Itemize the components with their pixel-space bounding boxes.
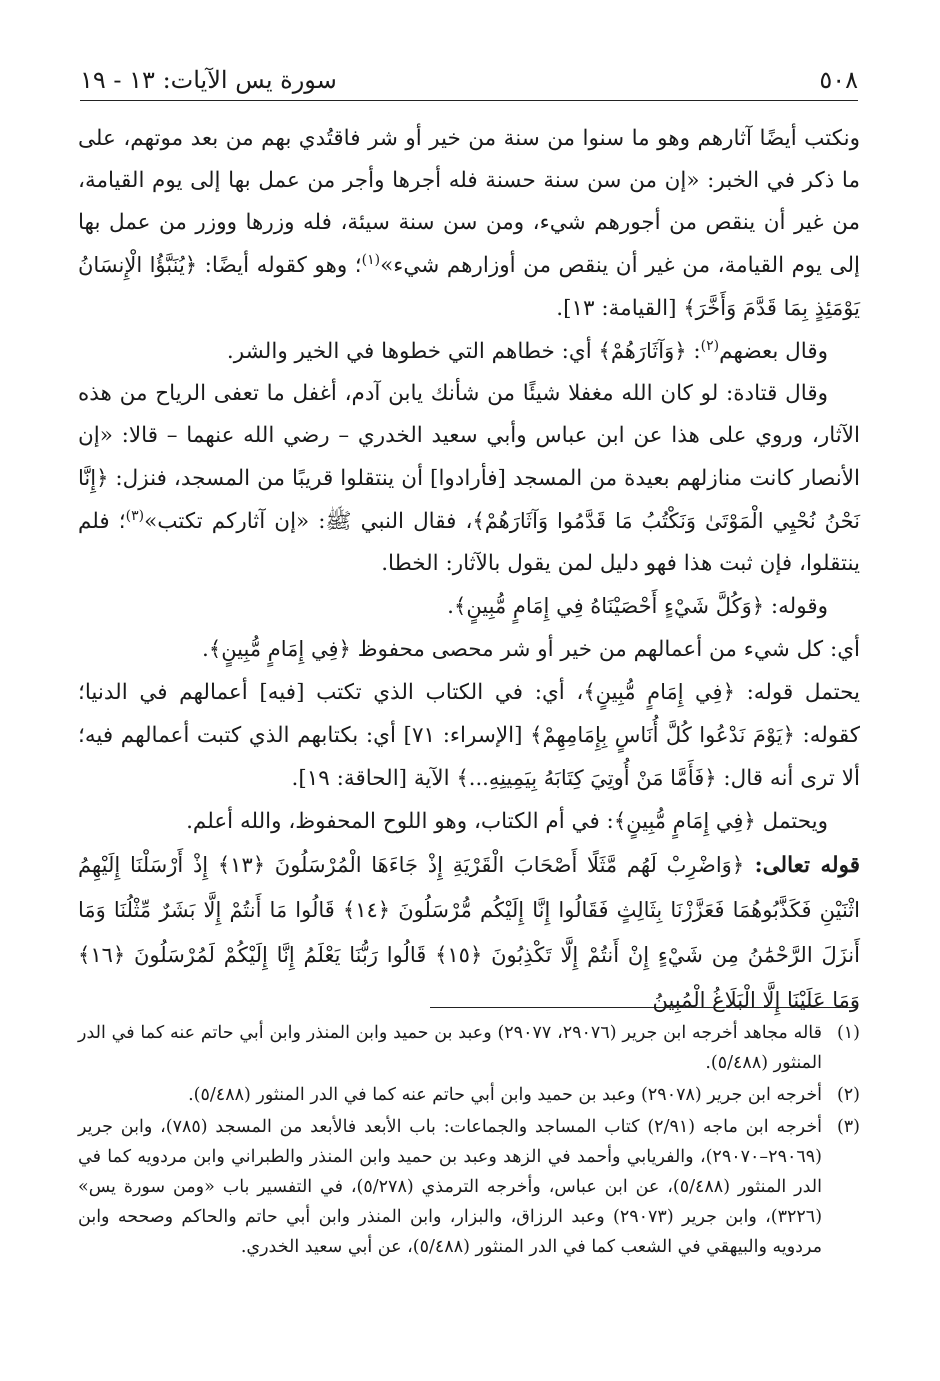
text-run: أي: كل شيء من أعمالهم من خير أو شر محصى محفوظ bbox=[350, 637, 860, 662]
quran-quote: ﴿فِي إِمَامٍ مُّبِينٍ﴾ bbox=[613, 809, 756, 833]
verse-block bbox=[78, 843, 860, 1023]
text-run: يحتمل قوله: bbox=[734, 680, 860, 705]
quran-verses: ﴿وَاضْرِبْ لَهُم مَّثَلًا أَصْحَابَ الْقَرْيَةِ إِذْ جَاءَهَا الْمُرْسَلُونَ ﴿١٣﴾ إِذْ أَرْسَلْنَا إِلَيْهِمُ اثْنَيْنِ فَكَذَّبُوهُمَا فَعَزَّزْنَا بِثَالِثٍ فَقَالُوا إِنَّا إِلَيْكُم مُّرْسَلُونَ ﴿١٤﴾ قَالُوا مَا أَنتُمْ إِلَّا بَشَرٌ مِّثْلُنَا وَمَا أَنزَلَ الرَّحْمَٰنُ مِن شَيْءٍ إِنْ أَنتُمْ إِلَّا تَكْذِبُونَ ﴿١٥﴾ قَالُوا رَبُّنَا يَعْلَمُ إِنَّا إِلَيْكُمْ لَمُرْسَلُونَ ﴿١٦﴾ وَمَا عَلَيْنَا إِلَّا الْبَلَاغُ الْمُبِينُ bbox=[78, 853, 860, 1012]
footnote-2 bbox=[78, 1080, 860, 1110]
footnote-3 bbox=[78, 1112, 860, 1262]
verse-label: قوله تعالى: bbox=[744, 853, 860, 878]
text-run: وقال قتادة: لو كان الله مغفلا شيئًا من شأنك يابن آدم، أغفل ما تعفى الرياح من هذه الآثار، وروي على هذا عن ابن عباس وأبي سعيد الخدري – رضي الله عنهما – قالا: «إن الأنصار كانت منازلهم بعيدة من المسجد [فأرادوا] أن ينتقلوا قريبًا من المسجد، فنزل: bbox=[78, 381, 860, 491]
text-run: ونكتب أيضًا آثارهم وهو ما سنوا من سنة من خير أو شر فاقتُدي بهم من بعد موتهم، على ما ذكر في الخبر: «إن من سن سنة حسنة فله أجرها وأجر من عمل بها إلى يوم القيامة، من غير أن ينقص من أجورهم شيء، ومن سن سنة سيئة، فله وزرها ووزر من عمل بها إلى يوم القيامة، من غير أن ينقص من أوزارهم شيء» bbox=[78, 126, 860, 278]
text-run: . bbox=[202, 637, 209, 662]
footnote-text: أخرجه ابن ماجه (٢/٩١) كتاب المساجد والجماعات: باب الأبعد فالأبعد من المسجد (٧٨٥)، وابن جرير (٢٩٠٦٩–٢٩٠٧٠)، والفريابي وأحمد في الزهد وعبد بن حميد وابن المنذر والطبراني وابن مردويه كما في الدر المنثور (٥/٤٨٨)، عن ابن عباس، وأخرجه الترمذي (٥/٢٧٨)، في التفسير باب «ومن سورة يس» (٣٢٢٦)، وابن جرير (٢٩٠٧٣) وعبد الرزاق، والبزار، وابن المنذر وابن أبي حاتم والحاكم وصححه وابن مردويه والبيهقي في الشعب كما في الدر المنثور (٥/٤٨٨)، عن أبي سعيد الخدري. bbox=[78, 1117, 823, 1257]
quran-quote: ﴿وَآثَارَهُمْ﴾ bbox=[598, 339, 687, 363]
text-run: ؛ وهو كقوله أيضًا: bbox=[197, 253, 362, 278]
paragraph-6 bbox=[78, 671, 860, 800]
footnote-divider bbox=[430, 1007, 858, 1008]
paragraph-7 bbox=[78, 800, 860, 843]
running-title: سورة يس الآيات: ١٣ - ١٩ bbox=[80, 66, 337, 94]
footnote-number: (١) bbox=[836, 1023, 860, 1043]
page-number: ٥٠٨ bbox=[819, 66, 858, 94]
text-run: أي: خطاهم التي خطوها في الخير والشر. bbox=[226, 339, 599, 364]
text-run: وقال بعضهم bbox=[719, 339, 828, 364]
text-run: الآية [الحاقة: ١٩]. bbox=[291, 766, 457, 791]
footnote-number: (٢) bbox=[836, 1085, 860, 1105]
quran-quote: ﴿يُنَبَّؤُا الْإِنسَانُ يَوْمَئِذٍ بِمَا قَدَّمَ وَأَخَّرَ﴾ bbox=[78, 253, 860, 320]
footnote-text: أخرجه ابن جرير (٢٩٠٧٨) وعبد بن حميد وابن أبي حاتم عنه كما في الدر المنثور (٥/٤٨٨). bbox=[188, 1085, 822, 1105]
quran-quote: ﴿فِي إِمَامٍ مُّبِينٍ﴾ bbox=[583, 680, 735, 704]
paragraph-2 bbox=[78, 330, 860, 373]
text-run: ، فقال النبي ﷺ: «إن آثاركم تكتب» bbox=[144, 509, 473, 534]
quran-quote: ﴿فَأَمَّا مَنْ أُوتِيَ كِتَابَهُ بِيَمِينِهِ...﴾ bbox=[456, 766, 717, 790]
quran-quote: ﴿وَكُلَّ شَيْءٍ أَحْصَيْنَاهُ فِي إِمَامٍ مُّبِينٍ﴾ bbox=[454, 594, 765, 618]
paragraph-1 bbox=[78, 118, 860, 330]
text-run: : في أم الكتاب، وهو اللوح المحفوظ، والله أعلم. bbox=[186, 809, 614, 834]
footnotes bbox=[78, 1018, 860, 1264]
text-run: ؛ فلم ينتقلوا، فإن ثبت هذا فهو دليل لمن يقول بالآثار: الخطا. bbox=[78, 509, 860, 576]
page-header bbox=[80, 58, 858, 94]
header-divider bbox=[80, 100, 858, 101]
text-run: ويحتمل bbox=[755, 809, 828, 834]
footnote-ref-3[interactable]: (٣) bbox=[125, 507, 145, 524]
text-run: ، أي: في الكتاب الذي تكتب [فيه] أعمالهم في الدنيا؛ كقوله: bbox=[78, 680, 861, 748]
text-run: [الإسراء: ٧١] أي: بكتابهم الذي كتبت أعمالهم فيه؛ ألا ترى أنه قال: bbox=[78, 723, 860, 791]
paragraph-5 bbox=[78, 628, 860, 671]
text-run: : bbox=[686, 339, 701, 364]
quran-quote: ﴿يَوْمَ نَدْعُوا كُلَّ أُنَاسٍ بِإِمَامِهِمْ﴾ bbox=[530, 723, 795, 747]
footnote-number: (٣) bbox=[836, 1117, 860, 1137]
text-run: . bbox=[447, 594, 455, 619]
quran-quote: ﴿فِي إِمَامٍ مُّبِينٍ﴾ bbox=[208, 637, 351, 661]
main-text bbox=[78, 118, 860, 1023]
footnote-ref-1[interactable]: (١) bbox=[361, 251, 381, 268]
text-run: وقوله: bbox=[764, 594, 828, 619]
footnote-ref-2[interactable]: (٢) bbox=[700, 337, 720, 354]
paragraph-3 bbox=[78, 373, 860, 585]
text-run: [القيامة: ١٣]. bbox=[556, 296, 684, 321]
paragraph-4 bbox=[78, 585, 860, 628]
quran-quote: ﴿إِنَّا نَحْنُ نُحْيِي الْمَوْتَىٰ وَنَكْتُبُ مَا قَدَّمُوا وَآثَارَهُمْ﴾ bbox=[78, 466, 860, 533]
footnote-1 bbox=[78, 1018, 860, 1078]
footnote-text: قاله مجاهد أخرجه ابن جرير (٢٩٠٧٦، ٢٩٠٧٧) وعبد بن حميد وابن المنذر وابن أبي حاتم عنه كما في الدر المنثور (٥/٤٨٨). bbox=[78, 1023, 822, 1073]
